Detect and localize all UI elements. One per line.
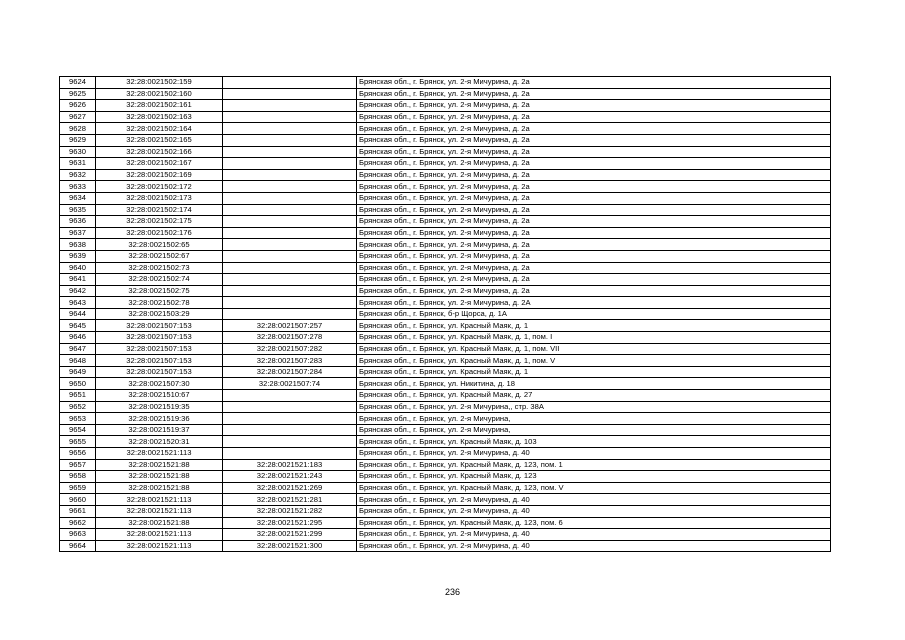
cadastral-number-cell: 32:28:0021502:161 bbox=[96, 100, 223, 112]
row-number-cell: 9633 bbox=[60, 181, 96, 193]
address-cell: Брянская обл., г. Брянск, ул. 2-я Мичурина,, стр. 38А bbox=[357, 401, 831, 413]
registry-table-body bbox=[60, 77, 831, 552]
premises-cadastral-number-cell bbox=[223, 146, 357, 158]
address-cell: Брянская обл., г. Брянск, ул. 2-я Мичурина, bbox=[357, 413, 831, 425]
address-cell: Брянская обл., г. Брянск, ул. Красный Маяк, д. 123 bbox=[357, 471, 831, 483]
address-cell: Брянская обл., г. Брянск, ул. Красный Маяк, д. 123, пом. 1 bbox=[357, 459, 831, 471]
address-cell: Брянская обл., г. Брянск, ул. 2-я Мичурина, д. 2а bbox=[357, 250, 831, 262]
address-cell: Брянская обл., г. Брянск, ул. 2-я Мичурина, д. 2а bbox=[357, 134, 831, 146]
premises-cadastral-number-cell: 32:28:0021507:284 bbox=[223, 366, 357, 378]
table-row bbox=[60, 308, 831, 320]
table-row bbox=[60, 77, 831, 89]
cadastral-number-cell: 32:28:0021519:35 bbox=[96, 401, 223, 413]
address-cell: Брянская обл., г. Брянск, ул. Красный Маяк, д. 1 bbox=[357, 320, 831, 332]
row-number-cell: 9655 bbox=[60, 436, 96, 448]
address-cell: Брянская обл., г. Брянск, ул. Красный Маяк, д. 123, пом. V bbox=[357, 482, 831, 494]
table-row bbox=[60, 250, 831, 262]
table-row bbox=[60, 297, 831, 309]
premises-cadastral-number-cell: 32:28:0021521:295 bbox=[223, 517, 357, 529]
cadastral-number-cell: 32:28:0021520:31 bbox=[96, 436, 223, 448]
address-cell: Брянская обл., г. Брянск, ул. 2-я Мичурина, д. 40 bbox=[357, 505, 831, 517]
table-row bbox=[60, 123, 831, 135]
address-cell: Брянская обл., г. Брянск, ул. Красный Маяк, д. 1 bbox=[357, 366, 831, 378]
table-row bbox=[60, 448, 831, 460]
premises-cadastral-number-cell bbox=[223, 111, 357, 123]
premises-cadastral-number-cell bbox=[223, 227, 357, 239]
row-number-cell: 9634 bbox=[60, 192, 96, 204]
row-number-cell: 9625 bbox=[60, 88, 96, 100]
table-row bbox=[60, 320, 831, 332]
premises-cadastral-number-cell bbox=[223, 123, 357, 135]
row-number-cell: 9650 bbox=[60, 378, 96, 390]
premises-cadastral-number-cell: 32:28:0021507:74 bbox=[223, 378, 357, 390]
table-row bbox=[60, 436, 831, 448]
row-number-cell: 9653 bbox=[60, 413, 96, 425]
table-row bbox=[60, 146, 831, 158]
premises-cadastral-number-cell bbox=[223, 216, 357, 228]
address-cell: Брянская обл., г. Брянск, ул. Красный Маяк, д. 27 bbox=[357, 390, 831, 402]
cadastral-number-cell: 32:28:0021521:88 bbox=[96, 517, 223, 529]
address-cell: Брянская обл., г. Брянск, ул. 2-я Мичурина, д. 2а bbox=[357, 216, 831, 228]
address-cell: Брянская обл., г. Брянск, ул. 2-я Мичурина, д. 2а bbox=[357, 111, 831, 123]
premises-cadastral-number-cell bbox=[223, 297, 357, 309]
premises-cadastral-number-cell bbox=[223, 134, 357, 146]
cadastral-number-cell: 32:28:0021502:176 bbox=[96, 227, 223, 239]
cadastral-number-cell: 32:28:0021521:113 bbox=[96, 505, 223, 517]
row-number-cell: 9628 bbox=[60, 123, 96, 135]
premises-cadastral-number-cell bbox=[223, 239, 357, 251]
cadastral-number-cell: 32:28:0021521:113 bbox=[96, 529, 223, 541]
row-number-cell: 9663 bbox=[60, 529, 96, 541]
premises-cadastral-number-cell bbox=[223, 77, 357, 89]
premises-cadastral-number-cell bbox=[223, 262, 357, 274]
cadastral-number-cell: 32:28:0021519:36 bbox=[96, 413, 223, 425]
premises-cadastral-number-cell bbox=[223, 401, 357, 413]
premises-cadastral-number-cell bbox=[223, 448, 357, 460]
cadastral-number-cell: 32:28:0021502:172 bbox=[96, 181, 223, 193]
row-number-cell: 9636 bbox=[60, 216, 96, 228]
cadastral-number-cell: 32:28:0021502:160 bbox=[96, 88, 223, 100]
cadastral-number-cell: 32:28:0021503:29 bbox=[96, 308, 223, 320]
row-number-cell: 9642 bbox=[60, 285, 96, 297]
row-number-cell: 9639 bbox=[60, 250, 96, 262]
row-number-cell: 9661 bbox=[60, 505, 96, 517]
table-row bbox=[60, 274, 831, 286]
table-row bbox=[60, 424, 831, 436]
address-cell: Брянская обл., г. Брянск, ул. 2-я Мичурина, д. 2а bbox=[357, 239, 831, 251]
address-cell: Брянская обл., г. Брянск, ул. 2-я Мичурина, bbox=[357, 424, 831, 436]
cadastral-number-cell: 32:28:0021519:37 bbox=[96, 424, 223, 436]
row-number-cell: 9656 bbox=[60, 448, 96, 460]
address-cell: Брянская обл., г. Брянск, ул. Красный Маяк, д. 1, пом. VII bbox=[357, 343, 831, 355]
address-cell: Брянская обл., г. Брянск, ул. 2-я Мичурина, д. 2а bbox=[357, 169, 831, 181]
table-row bbox=[60, 181, 831, 193]
premises-cadastral-number-cell: 32:28:0021521:269 bbox=[223, 482, 357, 494]
row-number-cell: 9652 bbox=[60, 401, 96, 413]
row-number-cell: 9641 bbox=[60, 274, 96, 286]
row-number-cell: 9626 bbox=[60, 100, 96, 112]
premises-cadastral-number-cell: 32:28:0021521:300 bbox=[223, 540, 357, 552]
table-row bbox=[60, 134, 831, 146]
cadastral-number-cell: 32:28:0021521:88 bbox=[96, 482, 223, 494]
table-row bbox=[60, 216, 831, 228]
premises-cadastral-number-cell bbox=[223, 436, 357, 448]
cadastral-number-cell: 32:28:0021521:113 bbox=[96, 540, 223, 552]
address-cell: Брянская обл., г. Брянск, ул. 2-я Мичурина, д. 2а bbox=[357, 158, 831, 170]
cadastral-number-cell: 32:28:0021507:153 bbox=[96, 366, 223, 378]
premises-cadastral-number-cell bbox=[223, 192, 357, 204]
row-number-cell: 9660 bbox=[60, 494, 96, 506]
table-row bbox=[60, 494, 831, 506]
registry-table bbox=[59, 76, 831, 552]
cadastral-number-cell: 32:28:0021521:113 bbox=[96, 448, 223, 460]
premises-cadastral-number-cell bbox=[223, 390, 357, 402]
row-number-cell: 9638 bbox=[60, 239, 96, 251]
row-number-cell: 9662 bbox=[60, 517, 96, 529]
premises-cadastral-number-cell bbox=[223, 100, 357, 112]
address-cell: Брянская обл., г. Брянск, ул. 2-я Мичурина, д. 2а bbox=[357, 285, 831, 297]
premises-cadastral-number-cell bbox=[223, 424, 357, 436]
address-cell: Брянская обл., г. Брянск, ул. 2-я Мичурина, д. 40 bbox=[357, 494, 831, 506]
row-number-cell: 9646 bbox=[60, 332, 96, 344]
premises-cadastral-number-cell: 32:28:0021521:281 bbox=[223, 494, 357, 506]
table-row bbox=[60, 529, 831, 541]
table-row bbox=[60, 158, 831, 170]
premises-cadastral-number-cell bbox=[223, 204, 357, 216]
cadastral-number-cell: 32:28:0021507:153 bbox=[96, 320, 223, 332]
address-cell: Брянская обл., г. Брянск, ул. 2-я Мичурина, д. 2а bbox=[357, 192, 831, 204]
cadastral-number-cell: 32:28:0021521:88 bbox=[96, 471, 223, 483]
table-row bbox=[60, 262, 831, 274]
cadastral-number-cell: 32:28:0021502:73 bbox=[96, 262, 223, 274]
table-row bbox=[60, 401, 831, 413]
cadastral-number-cell: 32:28:0021507:153 bbox=[96, 343, 223, 355]
row-number-cell: 9632 bbox=[60, 169, 96, 181]
row-number-cell: 9657 bbox=[60, 459, 96, 471]
row-number-cell: 9659 bbox=[60, 482, 96, 494]
cadastral-number-cell: 32:28:0021502:173 bbox=[96, 192, 223, 204]
address-cell: Брянская обл., г. Брянск, ул. Красный Маяк, д. 123, пом. 6 bbox=[357, 517, 831, 529]
cadastral-number-cell: 32:28:0021502:78 bbox=[96, 297, 223, 309]
table-row bbox=[60, 355, 831, 367]
premises-cadastral-number-cell: 32:28:0021521:243 bbox=[223, 471, 357, 483]
address-cell: Брянская обл., г. Брянск, ул. 2-я Мичурина, д. 2а bbox=[357, 100, 831, 112]
premises-cadastral-number-cell bbox=[223, 88, 357, 100]
premises-cadastral-number-cell bbox=[223, 250, 357, 262]
premises-cadastral-number-cell: 32:28:0021521:183 bbox=[223, 459, 357, 471]
cadastral-number-cell: 32:28:0021502:67 bbox=[96, 250, 223, 262]
address-cell: Брянская обл., г. Брянск, ул. 2-я Мичурина, д. 2а bbox=[357, 227, 831, 239]
address-cell: Брянская обл., г. Брянск, ул. 2-я Мичурина, д. 2а bbox=[357, 123, 831, 135]
table-row bbox=[60, 332, 831, 344]
table-row bbox=[60, 192, 831, 204]
premises-cadastral-number-cell: 32:28:0021507:278 bbox=[223, 332, 357, 344]
cadastral-number-cell: 32:28:0021502:174 bbox=[96, 204, 223, 216]
address-cell: Брянская обл., г. Брянск, ул. 2-я Мичурина, д. 2а bbox=[357, 204, 831, 216]
address-cell: Брянская обл., г. Брянск, ул. Никитина, д. 18 bbox=[357, 378, 831, 390]
cadastral-number-cell: 32:28:0021502:74 bbox=[96, 274, 223, 286]
address-cell: Брянская обл., г. Брянск, ул. 2-я Мичурина, д. 2а bbox=[357, 262, 831, 274]
premises-cadastral-number-cell bbox=[223, 274, 357, 286]
page-number: 236 bbox=[444, 587, 461, 597]
address-cell: Брянская обл., г. Брянск, ул. 2-я Мичурина, д. 2а bbox=[357, 88, 831, 100]
row-number-cell: 9644 bbox=[60, 308, 96, 320]
row-number-cell: 9629 bbox=[60, 134, 96, 146]
premises-cadastral-number-cell bbox=[223, 285, 357, 297]
cadastral-number-cell: 32:28:0021502:175 bbox=[96, 216, 223, 228]
row-number-cell: 9627 bbox=[60, 111, 96, 123]
table-row bbox=[60, 111, 831, 123]
premises-cadastral-number-cell bbox=[223, 181, 357, 193]
table-row bbox=[60, 482, 831, 494]
table-row bbox=[60, 343, 831, 355]
table-row bbox=[60, 459, 831, 471]
row-number-cell: 9640 bbox=[60, 262, 96, 274]
cadastral-number-cell: 32:28:0021502:65 bbox=[96, 239, 223, 251]
row-number-cell: 9645 bbox=[60, 320, 96, 332]
cadastral-number-cell: 32:28:0021502:169 bbox=[96, 169, 223, 181]
table-row bbox=[60, 413, 831, 425]
table-row bbox=[60, 505, 831, 517]
cadastral-number-cell: 32:28:0021502:167 bbox=[96, 158, 223, 170]
cadastral-number-cell: 32:28:0021507:153 bbox=[96, 355, 223, 367]
row-number-cell: 9647 bbox=[60, 343, 96, 355]
row-number-cell: 9637 bbox=[60, 227, 96, 239]
cadastral-number-cell: 32:28:0021502:165 bbox=[96, 134, 223, 146]
address-cell: Брянская обл., г. Брянск, ул. 2-я Мичурина, д. 2А bbox=[357, 297, 831, 309]
cadastral-number-cell: 32:28:0021502:166 bbox=[96, 146, 223, 158]
premises-cadastral-number-cell: 32:28:0021507:283 bbox=[223, 355, 357, 367]
address-cell: Брянская обл., г. Брянск, ул. 2-я Мичурина, д. 2а bbox=[357, 77, 831, 89]
address-cell: Брянская обл., г. Брянск, б-р Щорса, д. 1А bbox=[357, 308, 831, 320]
cadastral-number-cell: 32:28:0021507:30 bbox=[96, 378, 223, 390]
row-number-cell: 9648 bbox=[60, 355, 96, 367]
table-row bbox=[60, 471, 831, 483]
table-row bbox=[60, 366, 831, 378]
address-cell: Брянская обл., г. Брянск, ул. Красный Маяк, д. 1, пом. V bbox=[357, 355, 831, 367]
row-number-cell: 9643 bbox=[60, 297, 96, 309]
address-cell: Брянская обл., г. Брянск, ул. 2-я Мичурина, д. 40 bbox=[357, 529, 831, 541]
premises-cadastral-number-cell bbox=[223, 413, 357, 425]
cadastral-number-cell: 32:28:0021507:153 bbox=[96, 332, 223, 344]
premises-cadastral-number-cell: 32:28:0021507:282 bbox=[223, 343, 357, 355]
row-number-cell: 9624 bbox=[60, 77, 96, 89]
row-number-cell: 9658 bbox=[60, 471, 96, 483]
address-cell: Брянская обл., г. Брянск, ул. 2-я Мичурина, д. 2а bbox=[357, 146, 831, 158]
cadastral-number-cell: 32:28:0021502:164 bbox=[96, 123, 223, 135]
row-number-cell: 9649 bbox=[60, 366, 96, 378]
table-row bbox=[60, 390, 831, 402]
cadastral-number-cell: 32:28:0021510:67 bbox=[96, 390, 223, 402]
table-row bbox=[60, 204, 831, 216]
address-cell: Брянская обл., г. Брянск, ул. Красный Маяк, д. 103 bbox=[357, 436, 831, 448]
table-row bbox=[60, 378, 831, 390]
cadastral-number-cell: 32:28:0021502:163 bbox=[96, 111, 223, 123]
cadastral-number-cell: 32:28:0021521:88 bbox=[96, 459, 223, 471]
address-cell: Брянская обл., г. Брянск, ул. 2-я Мичурина, д. 2а bbox=[357, 274, 831, 286]
address-cell: Брянская обл., г. Брянск, ул. 2-я Мичурина, д. 2а bbox=[357, 181, 831, 193]
premises-cadastral-number-cell: 32:28:0021507:257 bbox=[223, 320, 357, 332]
address-cell: Брянская обл., г. Брянск, ул. 2-я Мичурина, д. 40 bbox=[357, 448, 831, 460]
premises-cadastral-number-cell: 32:28:0021521:282 bbox=[223, 505, 357, 517]
row-number-cell: 9630 bbox=[60, 146, 96, 158]
premises-cadastral-number-cell bbox=[223, 158, 357, 170]
cadastral-number-cell: 32:28:0021521:113 bbox=[96, 494, 223, 506]
table-row bbox=[60, 169, 831, 181]
cadastral-number-cell: 32:28:0021502:159 bbox=[96, 77, 223, 89]
table-row bbox=[60, 239, 831, 251]
table-row bbox=[60, 100, 831, 112]
table-row bbox=[60, 517, 831, 529]
address-cell: Брянская обл., г. Брянск, ул. 2-я Мичурина, д. 40 bbox=[357, 540, 831, 552]
address-cell: Брянская обл., г. Брянск, ул. Красный Маяк, д. 1, пом. I bbox=[357, 332, 831, 344]
row-number-cell: 9635 bbox=[60, 204, 96, 216]
row-number-cell: 9651 bbox=[60, 390, 96, 402]
table-row bbox=[60, 88, 831, 100]
cadastral-number-cell: 32:28:0021502:75 bbox=[96, 285, 223, 297]
row-number-cell: 9631 bbox=[60, 158, 96, 170]
premises-cadastral-number-cell bbox=[223, 169, 357, 181]
table-row bbox=[60, 285, 831, 297]
premises-cadastral-number-cell: 32:28:0021521:299 bbox=[223, 529, 357, 541]
row-number-cell: 9654 bbox=[60, 424, 96, 436]
table-row bbox=[60, 540, 831, 552]
table-row bbox=[60, 227, 831, 239]
premises-cadastral-number-cell bbox=[223, 308, 357, 320]
row-number-cell: 9664 bbox=[60, 540, 96, 552]
